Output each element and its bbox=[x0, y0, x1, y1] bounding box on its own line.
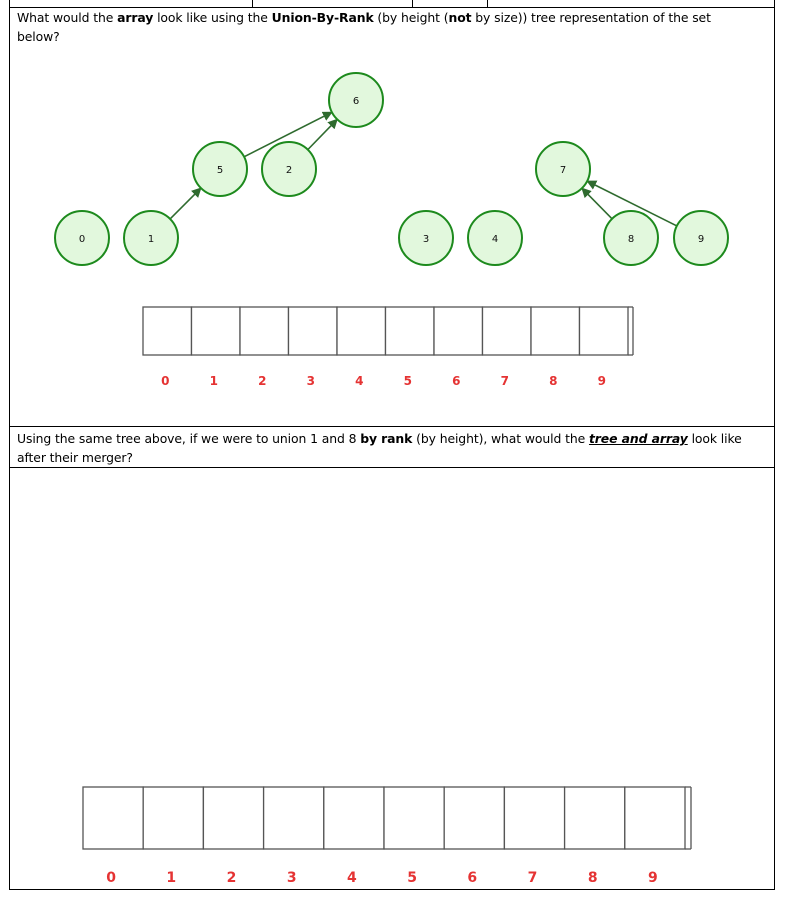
tree-node-8 bbox=[604, 211, 658, 265]
array-cell-0[interactable] bbox=[83, 787, 143, 849]
tree-node-0 bbox=[55, 211, 109, 265]
question-1-text-part: look like using the bbox=[153, 10, 272, 25]
array-index-label-7: 7 bbox=[527, 870, 538, 886]
question-2-text-part: Using the same tree above, if we were to union 1 and 8 bbox=[17, 431, 361, 446]
tree-node-9 bbox=[674, 211, 728, 265]
edge-8-to-7 bbox=[583, 189, 612, 219]
array-index-label-6: 6 bbox=[452, 374, 461, 388]
array-cell-8[interactable] bbox=[531, 307, 580, 355]
array-cell-2[interactable] bbox=[203, 787, 263, 849]
question-2-emphasis-by-rank: by rank bbox=[360, 431, 413, 446]
array-cell-4[interactable] bbox=[337, 307, 386, 355]
tree-node-label: 4 bbox=[491, 234, 499, 245]
array-index-label-2: 2 bbox=[258, 374, 267, 388]
array-2-diagram bbox=[0, 770, 792, 890]
array-index-label-5: 5 bbox=[407, 870, 417, 886]
question-1-emphasis-not: not bbox=[448, 10, 472, 25]
array-cell-3[interactable] bbox=[289, 307, 338, 355]
array-cell-9[interactable] bbox=[580, 307, 629, 355]
tree-node-2 bbox=[262, 142, 316, 196]
tree-node-label: 1 bbox=[147, 234, 155, 245]
array-index-label-8: 8 bbox=[587, 870, 598, 886]
question-1-text-part: by size)) tree representation of the set below? bbox=[17, 10, 711, 44]
tree-node-1 bbox=[124, 211, 178, 265]
array-cell-1[interactable] bbox=[143, 787, 203, 849]
array-index-label-6: 6 bbox=[467, 870, 478, 886]
edge-1-to-5 bbox=[170, 189, 200, 219]
array-cell-8[interactable] bbox=[565, 787, 625, 849]
array-cell-2[interactable] bbox=[240, 307, 289, 355]
tree-node-4 bbox=[468, 211, 522, 265]
question-2-emphasis-tree-and-array: tree and array bbox=[588, 431, 688, 446]
tree-node-label: 0 bbox=[78, 234, 86, 245]
array-cell-1[interactable] bbox=[192, 307, 241, 355]
array-cell-3[interactable] bbox=[264, 787, 324, 849]
array-index-label-3: 3 bbox=[286, 870, 297, 886]
question-2-text-part: (by height), what would the bbox=[412, 431, 589, 446]
array-index-label-2: 2 bbox=[226, 870, 237, 886]
tree-node-label: 7 bbox=[559, 165, 567, 176]
array-cell-9[interactable] bbox=[625, 787, 685, 849]
tree-node-label: 5 bbox=[216, 165, 224, 176]
answer-area[interactable] bbox=[10, 468, 774, 768]
array-cell-5[interactable] bbox=[386, 307, 435, 355]
array-index-label-8: 8 bbox=[549, 374, 558, 388]
array-index-label-9: 9 bbox=[648, 870, 658, 886]
tree-node-label: 8 bbox=[627, 234, 635, 245]
tree-node-label: 9 bbox=[697, 234, 705, 245]
question-2-text-part: look like after their merger? bbox=[17, 431, 742, 465]
array-index-label-4: 4 bbox=[347, 870, 357, 886]
array-index-label-4: 4 bbox=[355, 374, 364, 388]
array-index-label-5: 5 bbox=[403, 374, 412, 388]
array-index-label-9: 9 bbox=[597, 374, 606, 388]
array-cell-6[interactable] bbox=[434, 307, 483, 355]
tree-node-5 bbox=[193, 142, 247, 196]
array-index-label-0: 0 bbox=[161, 374, 170, 388]
tree-node-label: 3 bbox=[422, 234, 430, 245]
tree-node-6 bbox=[329, 73, 383, 127]
array-cell-6[interactable] bbox=[444, 787, 504, 849]
array-index-label-7: 7 bbox=[500, 374, 509, 388]
array-index-label-0: 0 bbox=[106, 870, 116, 886]
array-index-label-1: 1 bbox=[166, 870, 177, 886]
array-cell-5[interactable] bbox=[384, 787, 444, 849]
edge-2-to-6 bbox=[308, 120, 337, 150]
question-2-text bbox=[17, 429, 757, 467]
array-cell-7[interactable] bbox=[504, 787, 564, 849]
array-cell-0[interactable] bbox=[143, 307, 192, 355]
array-index-label-1: 1 bbox=[209, 374, 218, 388]
array-cell-7[interactable] bbox=[483, 307, 532, 355]
tree-node-3 bbox=[399, 211, 453, 265]
question-1-emphasis-union-by-rank: Union-By-Rank bbox=[271, 10, 374, 25]
question-1-emphasis-array: array bbox=[117, 10, 154, 25]
disjoint-set-forest-diagram bbox=[0, 0, 792, 420]
table-row-divider bbox=[9, 426, 775, 427]
tree-node-7 bbox=[536, 142, 590, 196]
array-cell-4[interactable] bbox=[324, 787, 384, 849]
tree-node-label: 6 bbox=[352, 96, 360, 107]
tree-node-label: 2 bbox=[285, 165, 293, 176]
array-index-label-3: 3 bbox=[306, 374, 315, 388]
question-1-text-part: What would the bbox=[17, 10, 118, 25]
question-1-text-part: (by height ( bbox=[373, 10, 449, 25]
